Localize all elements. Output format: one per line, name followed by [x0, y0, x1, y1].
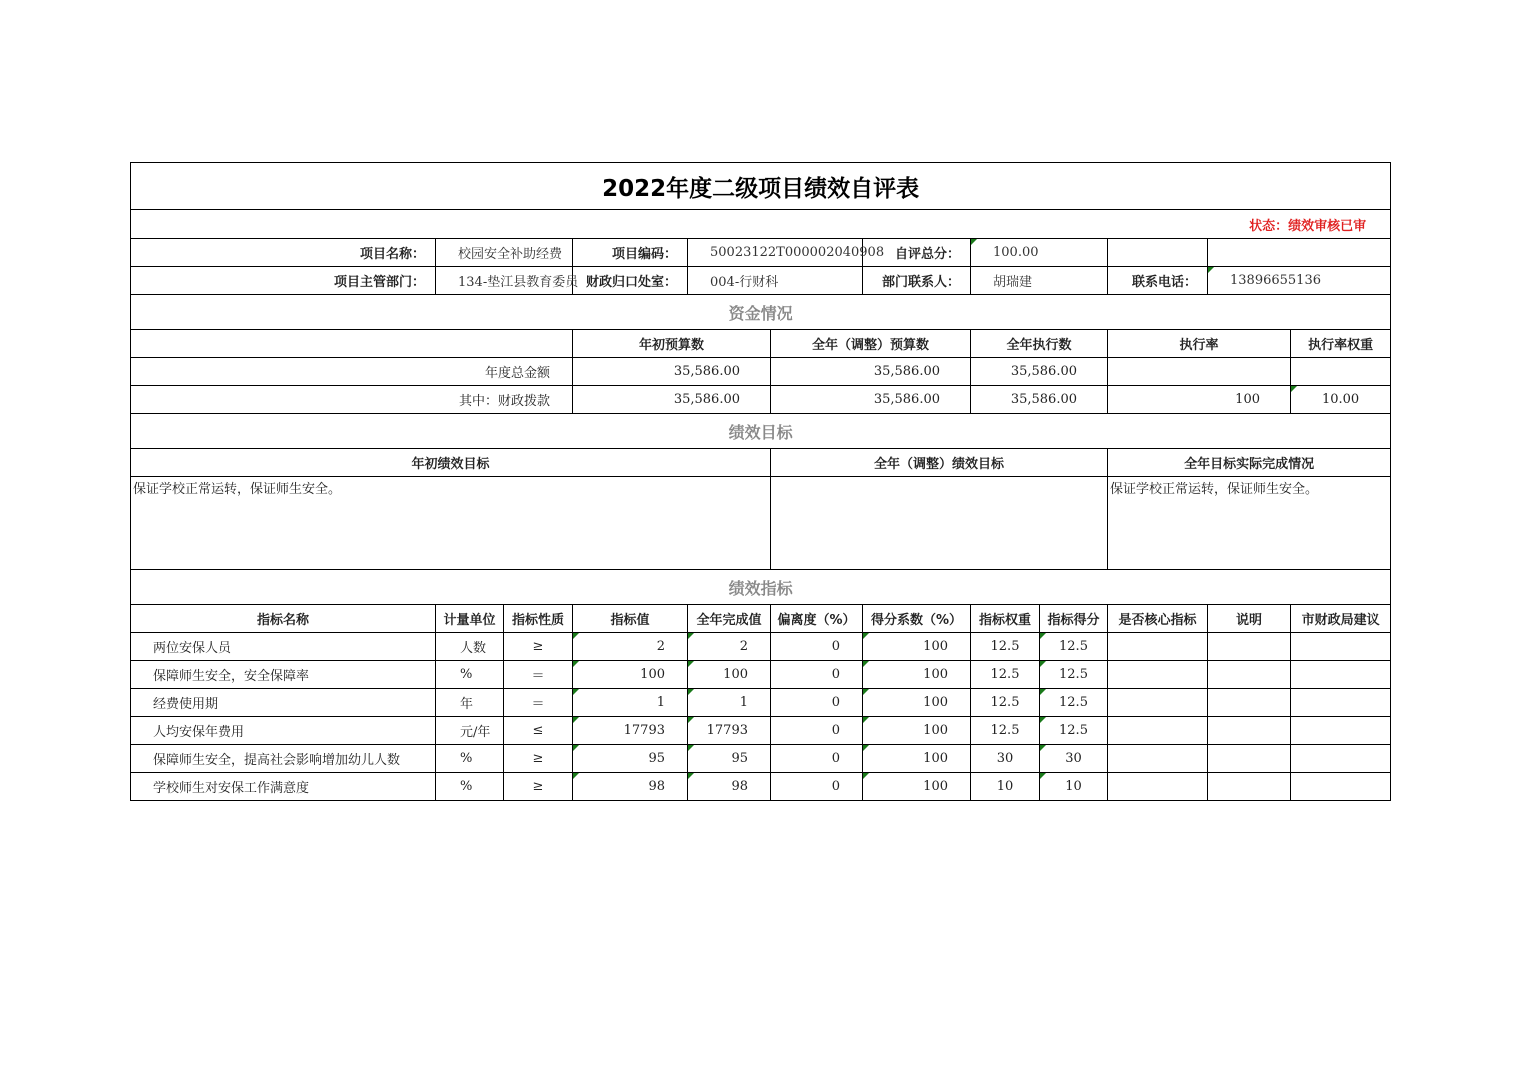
funds-initial: 35,586.00: [573, 358, 771, 386]
table-row: [131, 633, 1391, 661]
phone-label: 联系电话：: [1108, 267, 1208, 295]
indicator-note: [1208, 773, 1291, 801]
indicator-deviation: 0: [771, 633, 863, 661]
adjusted-goal-text: [771, 477, 1108, 570]
funds-executed: 35,586.00: [971, 386, 1108, 414]
funds-header: 全年执行数: [971, 330, 1108, 358]
performance-sheet: [130, 162, 1390, 801]
funds-executed: 35,586.00: [971, 358, 1108, 386]
goals-header: 年初绩效目标: [131, 449, 771, 477]
finance-office-label: 财政归口处室：: [573, 267, 688, 295]
funds-rate: [1108, 358, 1291, 386]
funds-row-label: 其中：财政拨款: [131, 386, 573, 414]
indicators-header-row: [131, 605, 1391, 633]
indicator-nature: ＝: [504, 689, 573, 717]
table-row: [131, 386, 1391, 414]
indicator-header: 市财政局建议: [1291, 605, 1391, 633]
indicator-nature: ≥: [504, 745, 573, 773]
indicator-weight: 30: [971, 745, 1040, 773]
funds-adjusted: 35,586.00: [771, 386, 971, 414]
indicator-weight: 12.5: [971, 689, 1040, 717]
indicator-header: 说明: [1208, 605, 1291, 633]
indicator-note: [1208, 661, 1291, 689]
indicator-score: 12.5: [1040, 689, 1108, 717]
funds-initial: 35,586.00: [573, 386, 771, 414]
indicator-target: 100: [573, 661, 688, 689]
department-info-row: [131, 267, 1391, 295]
empty-cell: [1108, 239, 1208, 267]
indicator-score: 12.5: [1040, 633, 1108, 661]
funds-adjusted: 35,586.00: [771, 358, 971, 386]
total-score-label: 自评总分：: [863, 239, 971, 267]
indicator-header: 指标值: [573, 605, 688, 633]
indicator-header: 偏离度（%）: [771, 605, 863, 633]
indicator-name: 人均安保年费用: [131, 717, 436, 745]
indicator-actual: 1: [688, 689, 771, 717]
indicator-unit: %: [436, 661, 504, 689]
indicator-core: [1108, 661, 1208, 689]
goals-content-row: [131, 477, 1391, 570]
initial-goal-text: 保证学校正常运转，保证师生安全。: [131, 477, 771, 570]
page-title: 2022年度二级项目绩效自评表: [131, 163, 1391, 210]
indicator-core: [1108, 773, 1208, 801]
table-row: [131, 773, 1391, 801]
indicator-name: 保障师生安全，提高社会影响增加幼儿人数: [131, 745, 436, 773]
funds-weight: 10.00: [1291, 386, 1391, 414]
table-row: [131, 689, 1391, 717]
indicator-score: 10: [1040, 773, 1108, 801]
phone-value: 13896655136: [1208, 267, 1391, 295]
funds-header-row: [131, 330, 1391, 358]
indicator-coefficient: 100: [863, 745, 971, 773]
funds-section-title: 资金情况: [131, 295, 1391, 330]
table-row: [131, 745, 1391, 773]
indicator-core: [1108, 689, 1208, 717]
indicator-name: 保障师生安全，安全保障率: [131, 661, 436, 689]
indicator-nature: ＝: [504, 661, 573, 689]
indicator-header: 指标性质: [504, 605, 573, 633]
indicator-note: [1208, 689, 1291, 717]
indicator-advice: [1291, 661, 1391, 689]
indicator-rows: [131, 633, 1391, 801]
indicator-target: 95: [573, 745, 688, 773]
indicator-nature: ≥: [504, 773, 573, 801]
indicator-note: [1208, 717, 1291, 745]
indicator-unit: 年: [436, 689, 504, 717]
indicator-name: 经费使用期: [131, 689, 436, 717]
indicator-unit: %: [436, 773, 504, 801]
indicator-coefficient: 100: [863, 717, 971, 745]
indicator-header: 指标权重: [971, 605, 1040, 633]
indicator-actual: 98: [688, 773, 771, 801]
indicator-coefficient: 100: [863, 633, 971, 661]
indicator-name: 两位安保人员: [131, 633, 436, 661]
funds-row-label: 年度总金额: [131, 358, 573, 386]
goals-header: 全年（调整）绩效目标: [771, 449, 1108, 477]
goals-header-row: [131, 449, 1391, 477]
indicator-advice: [1291, 717, 1391, 745]
indicator-actual: 100: [688, 661, 771, 689]
indicator-header: 全年完成值: [688, 605, 771, 633]
indicator-core: [1108, 745, 1208, 773]
indicator-target: 17793: [573, 717, 688, 745]
indicator-coefficient: 100: [863, 661, 971, 689]
indicator-note: [1208, 633, 1291, 661]
indicator-header: 得分系数（%）: [863, 605, 971, 633]
indicator-target: 98: [573, 773, 688, 801]
dept-label: 项目主管部门：: [131, 267, 436, 295]
indicator-deviation: 0: [771, 745, 863, 773]
indicator-core: [1108, 717, 1208, 745]
empty-cell: [131, 330, 573, 358]
indicator-weight: 12.5: [971, 717, 1040, 745]
indicator-unit: %: [436, 745, 504, 773]
indicator-note: [1208, 745, 1291, 773]
indicator-actual: 17793: [688, 717, 771, 745]
table-row: [131, 661, 1391, 689]
indicator-coefficient: 100: [863, 689, 971, 717]
indicator-core: [1108, 633, 1208, 661]
indicator-header: 指标得分: [1040, 605, 1108, 633]
project-info-row: [131, 239, 1391, 267]
indicator-score: 12.5: [1040, 717, 1108, 745]
indicator-deviation: 0: [771, 773, 863, 801]
indicator-deviation: 0: [771, 717, 863, 745]
indicator-nature: ≤: [504, 717, 573, 745]
indicator-actual: 95: [688, 745, 771, 773]
funds-rate: 100: [1108, 386, 1291, 414]
project-name-value: 校园安全补助经费: [436, 239, 573, 267]
indicator-header: 计量单位: [436, 605, 504, 633]
dept-value: 134-垫江县教育委员: [436, 267, 573, 295]
indicator-name: 学校师生对安保工作满意度: [131, 773, 436, 801]
indicator-header: 是否核心指标: [1108, 605, 1208, 633]
indicator-target: 2: [573, 633, 688, 661]
funds-header: 执行率权重: [1291, 330, 1391, 358]
indicator-weight: 12.5: [971, 633, 1040, 661]
funds-header: 全年（调整）预算数: [771, 330, 971, 358]
contact-label: 部门联系人：: [863, 267, 971, 295]
indicator-deviation: 0: [771, 689, 863, 717]
contact-value: 胡瑞建: [971, 267, 1108, 295]
indicator-weight: 10: [971, 773, 1040, 801]
indicator-deviation: 0: [771, 661, 863, 689]
indicator-score: 30: [1040, 745, 1108, 773]
funds-weight: [1291, 358, 1391, 386]
status-badge: 状态：绩效审核已审: [131, 210, 1391, 239]
indicator-advice: [1291, 633, 1391, 661]
indicator-actual: 2: [688, 633, 771, 661]
indicator-unit: 元/年: [436, 717, 504, 745]
self-evaluation-table: [130, 162, 1391, 801]
goals-header: 全年目标实际完成情况: [1108, 449, 1391, 477]
finance-office-value: 004-行财科: [688, 267, 863, 295]
project-code-label: 项目编码：: [573, 239, 688, 267]
goals-section-title: 绩效目标: [131, 414, 1391, 449]
indicator-advice: [1291, 773, 1391, 801]
empty-cell: [1208, 239, 1391, 267]
indicator-coefficient: 100: [863, 773, 971, 801]
funds-header: 执行率: [1108, 330, 1291, 358]
indicator-nature: ≥: [504, 633, 573, 661]
indicator-target: 1: [573, 689, 688, 717]
actual-goal-text: 保证学校正常运转，保证师生安全。: [1108, 477, 1391, 570]
table-row: [131, 358, 1391, 386]
indicator-weight: 12.5: [971, 661, 1040, 689]
indicator-score: 12.5: [1040, 661, 1108, 689]
indicators-section-title: 绩效指标: [131, 570, 1391, 605]
indicator-header: 指标名称: [131, 605, 436, 633]
funds-header: 年初预算数: [573, 330, 771, 358]
project-name-label: 项目名称：: [131, 239, 436, 267]
indicator-advice: [1291, 689, 1391, 717]
indicator-advice: [1291, 745, 1391, 773]
indicator-unit: 人数: [436, 633, 504, 661]
total-score-value: 100.00: [971, 239, 1108, 267]
project-code-value: 50023122T000002040908: [688, 239, 863, 267]
table-row: [131, 717, 1391, 745]
